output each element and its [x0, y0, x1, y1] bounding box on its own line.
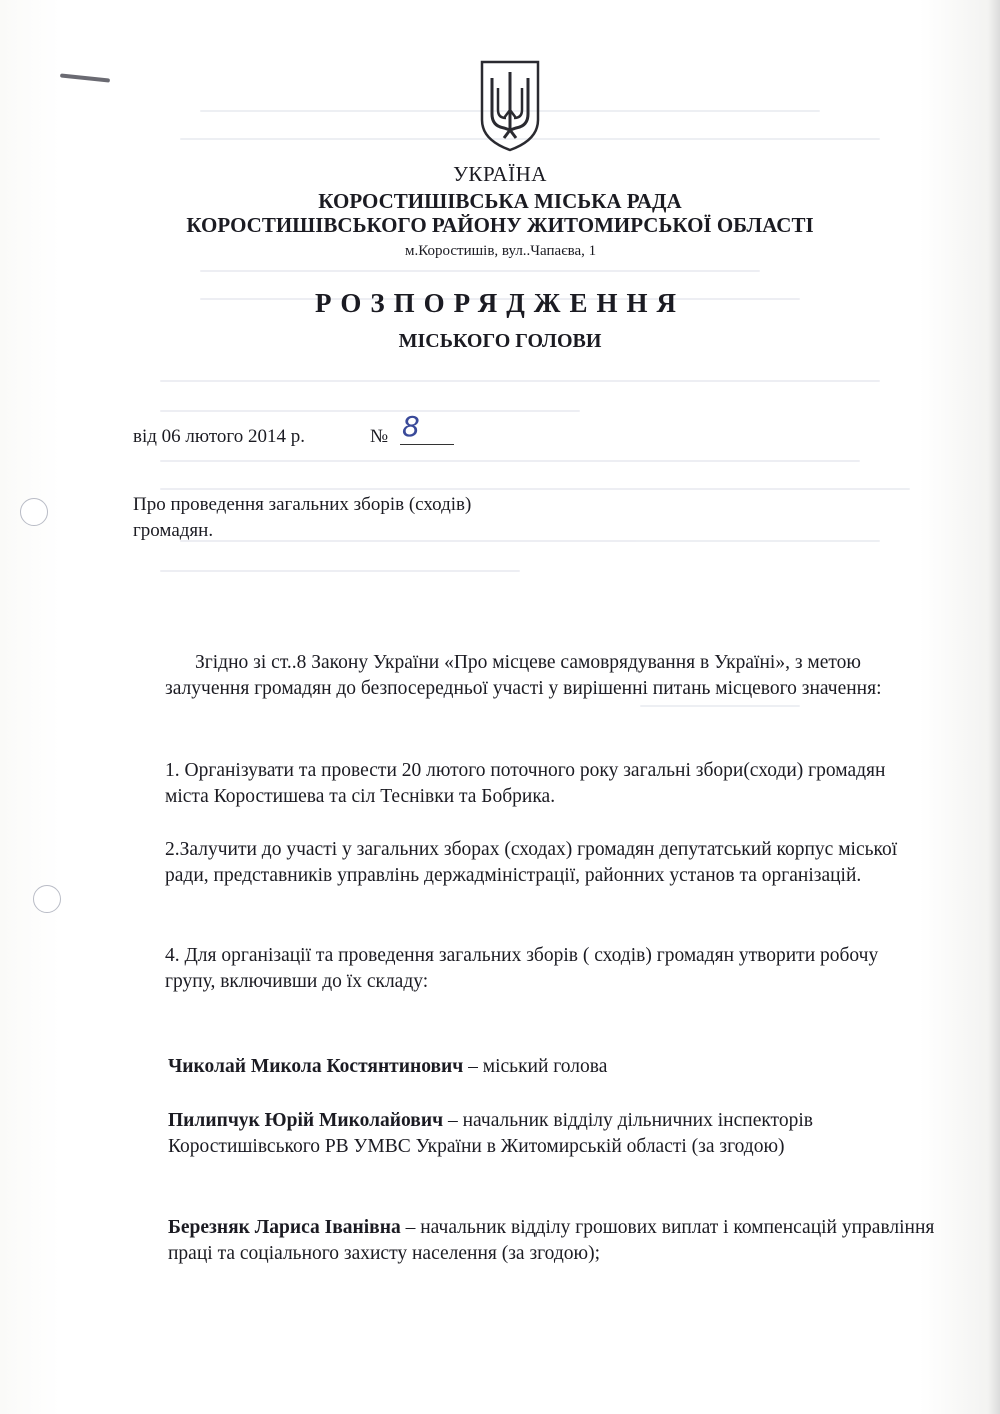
order-item-1: 1. Організувати та провести 20 лютого поточного року загальні збори(сходи) громадян міста Коростишева та сіл Теснівки та Бобрика. — [165, 760, 886, 807]
working-group-member — [168, 1215, 938, 1267]
document-type-title: РОЗПОРЯДЖЕННЯ — [314, 288, 686, 318]
member-name: Чиколай Микола Костянтинович — [168, 1056, 464, 1077]
binder-hole — [20, 498, 48, 526]
member-role: – начальник відділу грошових виплат і компенсацій управління праці та соціального захисту населення (за згодою); — [168, 1217, 935, 1264]
order-item-2: 2.Залучити до участі у загальних зборах (сходах) громадян депутатський корпус міської ради, представників управлінь держадміністрації, районних установ та організацій. — [165, 839, 898, 886]
document-date: від 06 лютого 2014 р. — [133, 426, 305, 447]
document-number-label: № — [370, 426, 389, 447]
document-subtitle: МІСЬКОГО ГОЛОВИ — [398, 330, 602, 352]
document-subject: Про проведення загальних зборів (сходів) громадян. — [133, 494, 472, 541]
document-number-handwritten: 8 — [402, 410, 420, 443]
working-group-member — [168, 1054, 938, 1080]
working-group-member — [168, 1108, 938, 1160]
council-address: м.Коростишів, вул..Чапаєва, 1 — [405, 243, 597, 259]
member-role: – начальник відділу дільничних інспекторів Коростишівського РВ УМВС України в Житомирській області (за згодою) — [168, 1110, 813, 1157]
number-underline — [400, 444, 454, 445]
binder-hole — [33, 885, 61, 913]
council-heading: КОРОСТИШІВСЬКА МІСЬКА РАДА — [318, 189, 682, 213]
member-role: – міський голова — [463, 1056, 608, 1077]
pen-mark — [60, 73, 110, 82]
preamble-paragraph: Згідно зі ст..8 Закону України «Про місцеве самоврядування в Україні», з метою залучення громадян до безпосередньої участі у вирішенні питань місцевого значення: — [165, 652, 882, 699]
district-heading: КОРОСТИШІВСЬКОГО РАЙОНУ ЖИТОМИРСЬКОЇ ОБЛАСТІ — [186, 213, 814, 237]
member-name: Березняк Лариса Іванівна — [168, 1217, 401, 1238]
trident-coat-of-arms-icon — [478, 58, 542, 154]
country-heading: УКРАЇНА — [453, 162, 547, 186]
member-name: Пилипчук Юрій Миколайович — [168, 1110, 444, 1131]
order-item-4: 4. Для організації та проведення загальних зборів ( сходів) громадян утворити робочу групу, включивши до їх складу: — [165, 945, 879, 992]
